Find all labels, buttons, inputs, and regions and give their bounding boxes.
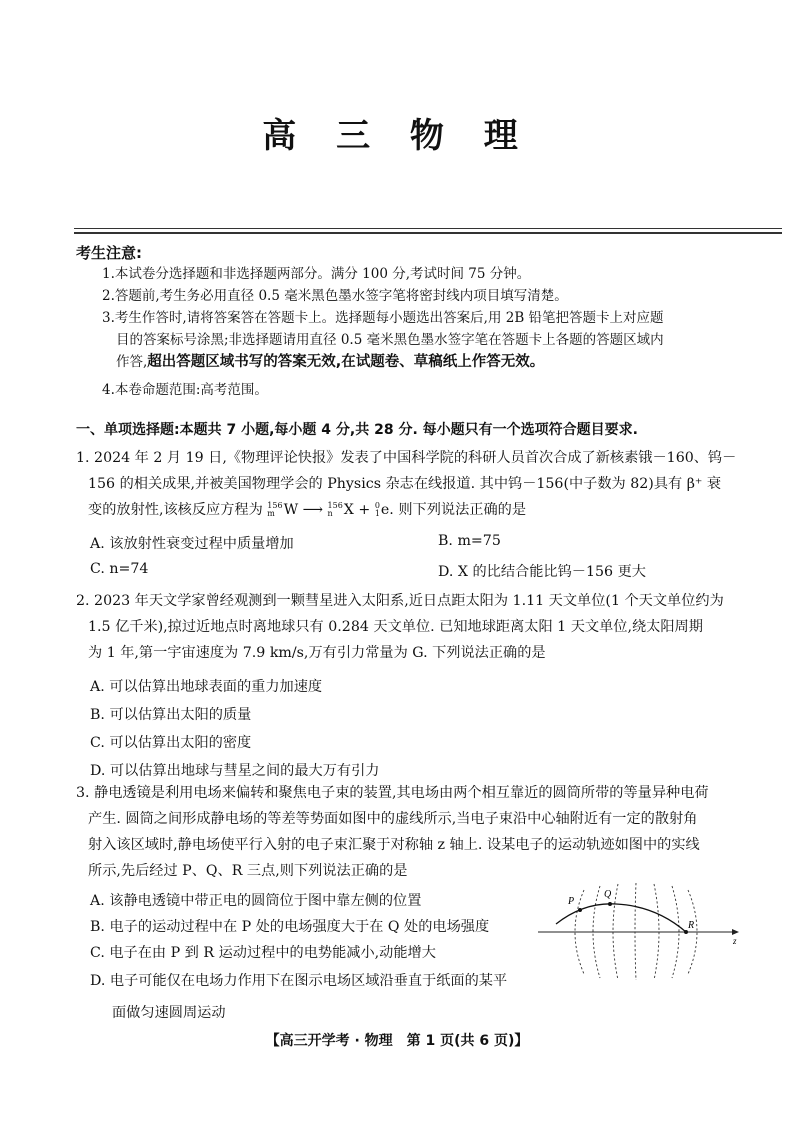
notice-item-4: 4.本卷命题范围:高考范围。 — [102, 382, 268, 398]
q1-option-b: B. m=75 — [438, 533, 501, 549]
eq-x-charge: n — [327, 509, 333, 518]
eq-e-charge: 1 — [374, 509, 380, 518]
q1-line-3-c: X + — [343, 502, 371, 518]
eq-w-mass: 156 — [267, 501, 283, 510]
q1-line-3-a: 变的放射性,该核反应方程为 — [88, 502, 263, 518]
q3-option-a: A. 该静电透镜中带正电的圆筒位于图中靠左侧的位置 — [90, 893, 422, 909]
eq-e-mass: 0 — [374, 501, 380, 510]
page-footer: 【高三开学考 · 物理 第 1 页(共 6 页)】 — [265, 1033, 529, 1049]
label-p: P — [568, 896, 575, 907]
notice-item-2: 2.答题前,考生务必用直径 0.5 毫米黑色墨水签字笔将密封线内项目填写清楚。 — [102, 288, 568, 304]
q1-option-c: C. n=74 — [90, 561, 149, 577]
q3-option-d: D. 电子可能仅在电场力作用下在图示电场区域沿垂直于纸面的某平 — [90, 973, 508, 989]
question-3 — [76, 780, 781, 884]
notice-item-3-prefix: 作答, — [116, 354, 148, 370]
q2-line-2: 1.5 亿千米),掠过近地点时离地球只有 0.284 天文单位. 已知地球距离太阳 1 天文单位,绕太阳周期 — [88, 619, 703, 635]
label-z: z — [733, 936, 737, 946]
electron-trajectory — [556, 904, 686, 932]
label-r: R — [688, 920, 695, 931]
q3-line-2: 产生. 圆筒之间形成静电场的等差等势面如图中的虚线所示,当电子束沿中心轴附近有一定的散射角 — [88, 811, 698, 827]
notice-item-3-end — [116, 351, 776, 373]
q3-line-1: 3. 静电透镜是利用电场来偏转和聚焦电子束的装置,其电场由两个相互靠近的圆筒所带的等量异种电荷 — [76, 785, 709, 801]
q3-line-3: 射入该区域时,静电场使平行入射的电子束汇聚于对称轴 z 轴上. 设某电子的运动轨迹如图中的实线 — [88, 837, 700, 853]
q2-option-b: B. 可以估算出太阳的质量 — [90, 707, 252, 723]
z-axis-arrow-icon — [732, 929, 739, 935]
eq-e-particle — [375, 502, 380, 518]
lens-figure-svg — [536, 880, 742, 980]
q2-option-d: D. 可以估算出地球与彗星之间的最大万有引力 — [90, 763, 380, 779]
notice-item-1: 1.本试卷分选择题和非选择题两部分。满分 100 分,考试时间 75 分钟。 — [102, 266, 531, 282]
question-2 — [76, 588, 781, 666]
q3-option-d-cont: 面做匀速圆周运动 — [112, 1005, 226, 1021]
question-1 — [76, 445, 781, 523]
notice-heading: 考生注意: — [76, 244, 142, 262]
point-p-marker — [578, 908, 582, 912]
eq-x-nuclide — [328, 502, 343, 518]
label-q: Q — [604, 889, 612, 900]
eq-x-mass: 156 — [327, 501, 343, 510]
q2-option-a: A. 可以估算出地球表面的重力加速度 — [90, 679, 323, 695]
header-rule-thin — [74, 228, 782, 229]
lens-figure — [536, 880, 742, 980]
eq-w-charge: m — [267, 509, 275, 518]
q3-line-4: 所示,先后经过 P、Q、R 三点,则下列说法正确的是 — [88, 863, 408, 879]
q1-line-3 — [76, 497, 781, 523]
q1-option-d: D. X 的比结合能比钨－156 更大 — [438, 564, 646, 580]
q2-line-1: 2. 2023 年天文学家曾经观测到一颗彗星进入太阳系,近日点距太阳为 1.11 天文单位(1 个天文单位约为 — [76, 593, 724, 609]
notice-item-3-cont: 目的答案标号涂黑;非选择题请用直径 0.5 毫米黑色墨水签字笔在答题卡上各题的答题区域内 — [116, 332, 664, 348]
q1-line-3-b: W ⟶ — [283, 502, 323, 518]
q2-line-3: 为 1 年,第一宇宙速度为 7.9 km/s,万有引力常量为 G. 下列说法正确的是 — [88, 645, 546, 661]
q3-option-b: B. 电子的运动过程中在 P 处的电场强度大于在 Q 处的电场强度 — [90, 919, 490, 935]
point-q-marker — [608, 902, 612, 906]
page-title: 高 三 物 理 — [262, 116, 532, 156]
q1-line-3-d: e. 则下列说法正确的是 — [380, 502, 527, 518]
section-title: 一、单项选择题:本题共 7 小题,每小题 4 分,共 28 分. 每小题只有一个选项符合题目要求. — [76, 422, 638, 438]
q1-line-1: 1. 2024 年 2 月 19 日,《物理评论快报》发表了中国科学院的科研人员首次合成了新核素锇－160、钨－ — [76, 450, 737, 466]
q2-option-c: C. 可以估算出太阳的密度 — [90, 735, 252, 751]
notice-item-3: 3.考生作答时,请将答案答在答题卡上。选择题每小题选出答案后,用 2B 铅笔把答题卡上对应题 — [102, 310, 664, 326]
header-rule-thick — [74, 232, 782, 234]
q1-line-2: 156 的相关成果,并被美国物理学会的 Physics 杂志在线报道. 其中钨－156(中子数为 82)具有 β⁺ 衰 — [88, 476, 722, 492]
notice-emphasis: 超出答题区域书写的答案无效,在试题卷、草稿纸上作答无效。 — [147, 354, 545, 370]
q3-option-c: C. 电子在由 P 到 R 运动过程中的电势能减小,动能增大 — [90, 945, 436, 961]
eq-w-nuclide — [267, 502, 282, 518]
q1-option-a: A. 该放射性衰变过程中质量增加 — [90, 536, 294, 552]
